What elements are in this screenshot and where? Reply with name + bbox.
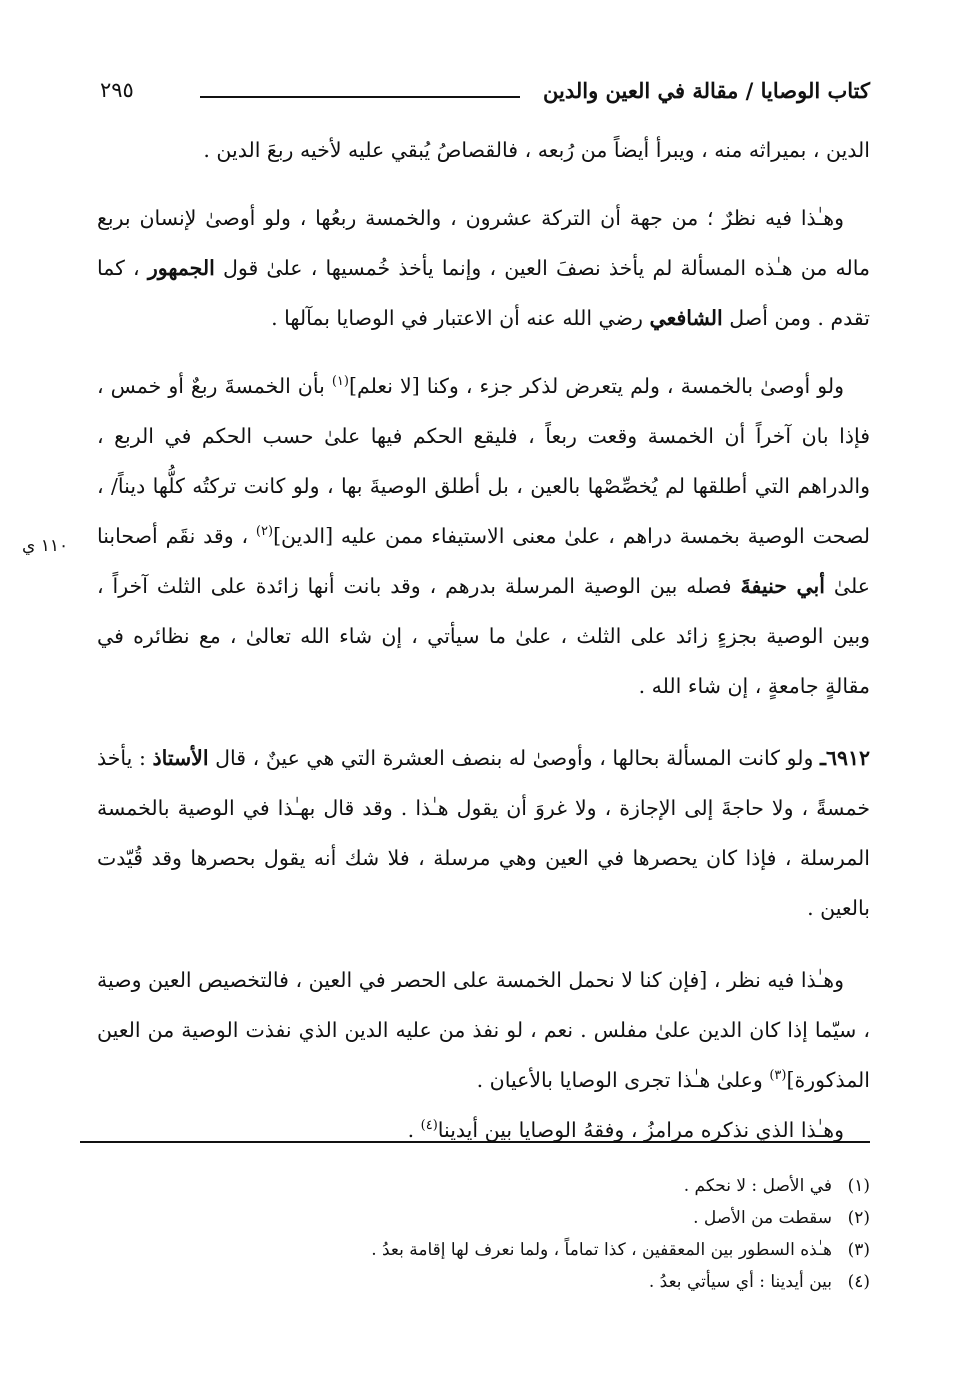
footnote-item [97, 1234, 870, 1266]
paragraph-5 [97, 955, 870, 1105]
paragraph-2 [97, 193, 870, 343]
footnote-text: هـٰذه السطور بين المعقفين ، كذا تماماً ، ولما نعرف لها إقامة بعدُ . [371, 1240, 832, 1260]
footnotes [97, 1170, 870, 1298]
footnote-number: (٣) [847, 1240, 870, 1260]
footnote-ref: (١) [331, 374, 349, 390]
footnote-text: في الأصل : لا نحكم . [683, 1176, 832, 1196]
header-title: كتاب الوصايا / مقالة في العين والدين [543, 78, 870, 103]
footnote-item [97, 1170, 870, 1202]
paragraph-1 [97, 125, 870, 175]
footnote-item [97, 1266, 870, 1298]
text-run: بأن الخمسةَ ربعٌ أو خمس ، فإذا بان آخراً أن الخمسة وقعت ربعاً ، فليقع الحكم فيها علىٰ حسب الحكم في الربع ، والدراهم التي أطلقها لم يُخصِّصْها بالعين ، بل أطلق الوصيةَ بها ، ولو كانت تركتُه كلُّها ديناً/ ، لصحت الوصية بخمسة دراهم ، علىٰ معنى الاستيفاء ممن عليه [الدين] [97, 374, 870, 548]
text-run: فصله بين الوصية المرسلة بدرهم ، وقد بانت أنها زائدة على الثلث آخراً ، وبين الوصية بجزءٍ زائد على الثلث ، علىٰ ما سيأتي ، إن شاء الله تعالىٰ ، مع نظائره في مقالةٍ جامعةٍ ، إن شاء الله . [97, 574, 870, 698]
text-run: وهـٰذا فيه نظرٌ ؛ من جهة أن التركة عشرون ، والخمسة ربعُها ، ولو أوصىٰ لإنسان بربع ماله من هـٰذه المسألة لم يأخذ نصفَ العين ، وإنما يأخذ خُمسيها ، علىٰ قول [97, 206, 870, 280]
page-number: ٢٩٥ [100, 78, 134, 102]
text-run: وهـٰذا الذي نذكره مرامزُ ، وفقهُ الوصايا بين أيدينا [437, 1118, 844, 1142]
running-header [100, 78, 870, 112]
text-run: وعلىٰ هـٰذا تجرى الوصايا بالأعيان . [476, 1068, 763, 1092]
text-run: رضي الله عنه أن الاعتبار في الوصايا بمآلها . [271, 306, 643, 330]
footnote-ref: (٢) [255, 524, 274, 540]
bold-term: أبي حنيفةَ [740, 574, 825, 598]
header-rule [200, 96, 520, 98]
footnote-number: (٤) [847, 1272, 870, 1292]
main-text [97, 125, 870, 1155]
text-run: الدين ، بميراثه منه ، ويبرأ أيضاً من رُبعه ، فالقصاصُ يُبقي عليه لأخيه ربعَ الدين . [203, 138, 870, 162]
text-run: ، كما تقدم . ومن أصل [97, 256, 870, 330]
text-run: . [407, 1118, 415, 1142]
paragraph-4 [97, 733, 870, 933]
bold-term: الأستاذ [152, 746, 209, 770]
margin-folio-note: ١١٠ ي [22, 536, 69, 556]
section-number: ٦٩١٢ـ [819, 746, 870, 770]
text-run: ولو أوصىٰ بالخمسة ، ولم يتعرض لذكر جزء ، وكنا [لا نعلم] [348, 374, 845, 398]
paragraph-6 [97, 1105, 870, 1155]
footnote-number: (١) [847, 1176, 870, 1196]
footnote-ref: (٤) [420, 1118, 438, 1134]
paragraph-3 [97, 361, 870, 711]
text-run: وهـٰذا فيه نظر ، [فإن كنا لا نحمل الخمسة على الحصر في العين ، فالتخصيص العين وصية ، سيّما إذا كان الدين علىٰ مفلس . نعم ، لو نفذ من عليه الدين الذي نفذت الوصية من العين المذكورة] [97, 968, 870, 1092]
footnote-ref: (٣) [769, 1068, 787, 1084]
bold-term: الشافعي [649, 306, 723, 330]
footnote-text: سقطت من الأصل . [693, 1208, 832, 1228]
footnote-text: بين أيدينا : أي سيأتي بعدُ . [648, 1272, 832, 1292]
bold-term: الجمهور [147, 256, 215, 280]
text-run: : يأخذ خمسةً ، ولا حاجةَ إلى الإجازة ، ولا غروَ أن يقول هـٰذا . وقد قال بهـٰذا في الوصية بالخمسة المرسلة ، فإذا كان يحصرها في العين وهي مرسلة ، فلا شك أنه يقول بحصرها وقد قُيّدت بالعين . [97, 746, 870, 920]
footnote-rule [80, 1141, 870, 1143]
footnote-item [97, 1202, 870, 1234]
text-run: ولو كانت المسألة بحالها ، وأوصىٰ له بنصف العشرة التي هي عينٌ ، قال [215, 746, 814, 770]
text-run: ، وقد نقَم أصحابنا علىٰ [97, 524, 870, 598]
footnote-number: (٢) [847, 1208, 870, 1228]
